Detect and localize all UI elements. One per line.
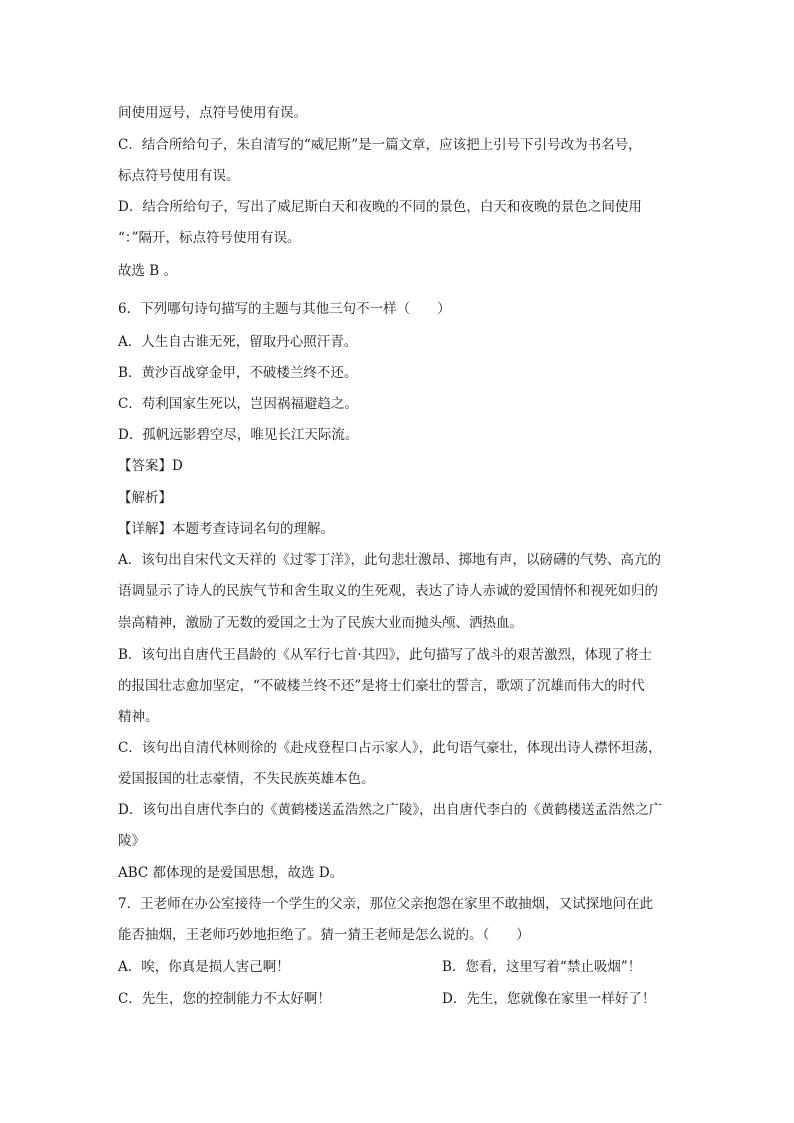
- question-7-option-c: C．先生，您的控制能力不太好啊！: [118, 991, 331, 1007]
- question-7-option-b: B．您看，这里写着“禁止吸烟”！: [442, 959, 642, 975]
- text-line: 崇高精神，激励了无数的爱国之士为了民族大业而抛头颅、洒热血。: [118, 615, 523, 631]
- text-line: B．该句出自唐代王昌龄的《从军行七首·其四》，此句描写了战斗的艰苦激烈，体现了将士: [118, 647, 652, 663]
- question-6-option-a: A．人生自古谁无死，留取丹心照汗青。: [118, 334, 358, 350]
- answer-label: 【答案】D: [118, 458, 183, 474]
- text-line: C．该句出自清代林则徐的《赴戍登程口占示家人》，此句语气豪壮，体现出诗人襟怀坦荡，: [118, 740, 662, 756]
- text-line: D．该句出自唐代李白的《黄鹤楼送孟浩然之广陵》，出自唐代李白的《黄鹤楼送孟浩然之广: [118, 802, 663, 818]
- question-7-option-a: A．唉，你真是损人害己啊！: [118, 959, 290, 975]
- text-line: A．该句出自宋代文天祥的《过零丁洋》，此句悲壮激昂、掷地有声，以磅礴的气势、高亢的: [118, 552, 661, 568]
- text-line: 的报国壮志愈加坚定，“不破楼兰终不还”是将士们豪壮的誓言，歌颂了沉雄而伟大的时代: [118, 678, 645, 694]
- text-line: 标点符号使用有误。: [118, 168, 240, 184]
- question-7-option-d: D．先生，您就像在家里一样好了！: [442, 991, 656, 1007]
- question-7-stem-cont: 能否抽烟，王老师巧妙地拒绝了。猜一猜王老师是怎么说的。（ ）: [118, 927, 530, 943]
- text-line: ABC 都体现的是爱国思想，故选 D。: [118, 865, 344, 881]
- text-line: 陵》: [118, 833, 145, 849]
- question-6-option-b: B．黄沙百战穿金甲，不破楼兰终不还。: [118, 365, 358, 381]
- text-line: “：”隔开，标点符号使用有误。: [118, 230, 301, 246]
- analysis-label: 【解析】: [118, 490, 172, 506]
- text-line: 【详解】本题考查诗词名句的理解。: [118, 521, 334, 537]
- question-6-stem: 6．下列哪句诗句描写的主题与其他三句不一样（ ）: [118, 301, 451, 317]
- text-line: C．结合所给句子，朱自清写的“威尼斯”是一篇文章，应该把上引号下引号改为书名号，: [118, 137, 642, 153]
- question-7-stem: 7．王老师在办公室接待一个学生的父亲，那位父亲抱怨在家里不敢抽烟，又试探地问在此: [118, 896, 654, 912]
- text-line: 语调显示了诗人的民族气节和舍生取义的生死观，表达了诗人赤诚的爱国情怀和视死如归的: [118, 583, 658, 599]
- text-line: 爱国报国的壮志豪情，不失民族英雄本色。: [118, 771, 375, 787]
- text-line: D．结合所给句子，写出了威尼斯白天和夜晚的不同的景色，白天和夜晚的景色之间使用: [118, 199, 642, 215]
- text-line: 故选 B 。: [118, 263, 178, 279]
- text-line: 间使用逗号，点符号使用有误。: [118, 105, 307, 121]
- question-6-option-c: C．苟利国家生死以，岂因祸福避趋之。: [118, 396, 358, 412]
- question-6-option-d: D．孤帆远影碧空尽，唯见长江天际流。: [118, 427, 359, 443]
- text-line: 精神。: [118, 709, 159, 725]
